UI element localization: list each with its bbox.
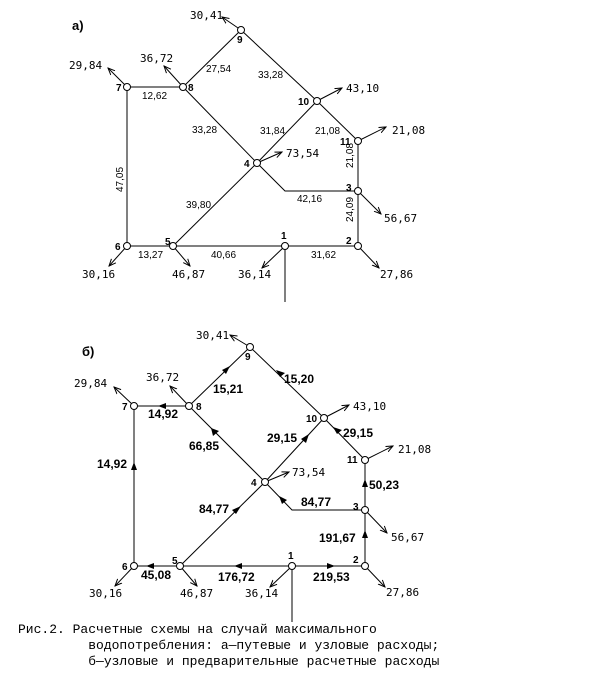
node-label-b-8: 8 [196, 402, 202, 413]
flow-arrow-2-3 [362, 530, 368, 538]
node-label-b-5: 5 [172, 556, 178, 567]
outflow-arrow-1 [262, 246, 285, 268]
node-label-b-3: 3 [353, 502, 359, 513]
edge-value-10-11: 21,08 [315, 126, 341, 137]
node-8-a [180, 84, 187, 91]
outflow-arrow-b-8 [170, 386, 189, 406]
diagram-b-label: б) [82, 344, 95, 359]
node-flow-b-3: 56,67 [391, 531, 425, 544]
node-label-3: 3 [346, 183, 352, 194]
node-2-b [362, 563, 369, 570]
pipe-b-5-4 [180, 482, 265, 566]
outflow-arrow-4 [257, 152, 282, 163]
edge-value-b-10-11: 29,15 [343, 426, 374, 440]
node-2-a [355, 243, 362, 250]
edge-value-b-8-4: 66,85 [189, 439, 220, 453]
node-7-a [124, 84, 131, 91]
node-1-b [289, 563, 296, 570]
outflow-arrow-b-3 [365, 510, 387, 533]
diagram-a-text [69, 9, 425, 281]
node-label-7: 7 [116, 83, 122, 94]
node-flow-b-1: 36,14 [245, 587, 279, 600]
outflow-arrow-b-2 [365, 566, 385, 587]
flow-arrow-3-11 [362, 479, 368, 487]
node-label-8: 8 [188, 83, 194, 94]
node-flow-b-6: 30,16 [89, 587, 123, 600]
node-label-b-4: 4 [251, 478, 257, 489]
node-9-b [247, 344, 254, 351]
flow-arrow-3-4 [279, 496, 287, 504]
edge-value-8-9: 27,54 [206, 64, 232, 75]
node-flow-2: 27,86 [380, 268, 414, 281]
outflow-arrow-8 [164, 66, 183, 87]
outflow-arrow-2 [358, 246, 379, 268]
node-label-4: 4 [244, 159, 250, 170]
edge-value-3-2: 24,09 [345, 196, 356, 222]
outflow-arrow-b-10 [324, 405, 349, 418]
caption-line-2: водопотребления: а—путевые и узловые расходы; [18, 638, 440, 653]
edge-value-5-1: 40,66 [211, 250, 237, 261]
edge-value-b-5-4: 84,77 [199, 502, 230, 516]
pipe-8-9 [183, 30, 241, 87]
node-flow-b-2: 27,86 [386, 586, 420, 599]
node-7-b [131, 403, 138, 410]
node-label-b-9: 9 [245, 352, 251, 363]
node-flow-11: 21,08 [392, 124, 426, 137]
node-flow-7: 29,84 [69, 59, 103, 72]
edge-value-6-5: 13,27 [138, 250, 164, 261]
node-flow-5: 46,87 [172, 268, 206, 281]
outflow-arrow-10 [317, 88, 342, 101]
edge-value-4-3: 42,16 [297, 194, 323, 205]
node-label-b-6: 6 [122, 562, 128, 573]
figure-caption [18, 622, 598, 670]
node-flow-b-10: 43,10 [353, 400, 387, 413]
flow-arrow-6-7 [131, 462, 137, 470]
node-3-a [355, 188, 362, 195]
node-label-9: 9 [237, 35, 243, 46]
edge-value-8-4: 33,28 [192, 125, 218, 136]
node-flow-3: 56,67 [384, 212, 418, 225]
node-label-b-11: 11 [347, 455, 358, 466]
edge-value-b-1-2: 219,53 [313, 570, 350, 584]
diagram-b-text [74, 329, 431, 600]
node-label-10: 10 [298, 97, 310, 108]
flow-arrow-1-5 [234, 563, 242, 569]
node-label-11: 11 [340, 137, 351, 148]
node-flow-b-5: 46,87 [180, 587, 214, 600]
node-label-6: 6 [115, 242, 121, 253]
node-3-b [362, 507, 369, 514]
edge-value-b-4-3: 84,77 [301, 495, 332, 509]
node-flow-b-7: 29,84 [74, 377, 108, 390]
node-label-b-1: 1 [288, 551, 294, 562]
node-flow-9: 30,41 [190, 9, 224, 22]
edge-value-1-2: 31,62 [311, 250, 337, 261]
pipe-9-10 [241, 30, 317, 101]
edge-value-b-7-6: 14,92 [97, 457, 128, 471]
node-6-a [124, 243, 131, 250]
edge-value-b-11-3: 50,23 [369, 478, 400, 492]
node-flow-b-11: 21,08 [398, 443, 432, 456]
node-label-1: 1 [281, 231, 287, 242]
edge-value-b-8-9: 15,21 [213, 382, 244, 396]
caption-line-1: Рис.2. Расчетные схемы на случай максимального [18, 622, 377, 637]
node-10-a [314, 98, 321, 105]
node-flow-b-4: 73,54 [292, 466, 326, 479]
node-label-b-10: 10 [306, 414, 318, 425]
outflow-arrow-11 [358, 127, 386, 141]
node-1-a [282, 243, 289, 250]
node-flow-b-9: 30,41 [196, 329, 230, 342]
edge-value-9-10: 33,28 [258, 70, 284, 81]
node-4-b [262, 479, 269, 486]
pipe-4-3 [257, 163, 358, 191]
node-label-b-7: 7 [122, 402, 128, 413]
outflow-arrow-b-1 [270, 566, 292, 587]
node-flow-b-8: 36,72 [146, 371, 180, 384]
outflow-arrow-3 [358, 191, 381, 214]
edge-value-b-5-1: 176,72 [218, 570, 255, 584]
node-flow-10: 43,10 [346, 82, 380, 95]
edge-value-5-4: 39,80 [186, 200, 212, 211]
diagram-a-label: а) [72, 18, 84, 33]
edge-value-b-4-10: 29,15 [267, 431, 298, 445]
flow-arrow-11-10 [333, 427, 342, 434]
edge-value-b-6-5: 45,08 [141, 568, 172, 582]
node-10-b [321, 415, 328, 422]
edge-value-4-10: 31,84 [260, 126, 286, 137]
node-label-b-2: 2 [353, 555, 359, 566]
edge-value-7-8: 12,62 [142, 91, 168, 102]
caption-line-3: б—узловые и предварительные расчетные расходы [18, 654, 440, 669]
flow-arrow-1-2 [327, 563, 335, 569]
edge-value-b-7-8: 14,92 [148, 407, 179, 421]
node-6-b [131, 563, 138, 570]
node-8-b [186, 403, 193, 410]
edge-value-b-3-2: 191,67 [319, 531, 356, 545]
edge-value-7-6: 47,05 [115, 166, 126, 192]
node-flow-8: 36,72 [140, 52, 174, 65]
node-label-2: 2 [346, 236, 352, 247]
edge-value-11-3: 21,08 [345, 142, 356, 168]
node-flow-4: 73,54 [286, 147, 320, 160]
pipe-b-8-9 [189, 347, 250, 406]
outflow-arrow-b-11 [365, 446, 393, 460]
node-flow-6: 30,16 [82, 268, 116, 281]
node-11-b [362, 457, 369, 464]
node-4-a [254, 160, 261, 167]
node-9-a [238, 27, 245, 34]
node-flow-1: 36,14 [238, 268, 272, 281]
node-label-5: 5 [165, 237, 171, 248]
edge-value-b-9-10: 15,20 [284, 372, 315, 386]
